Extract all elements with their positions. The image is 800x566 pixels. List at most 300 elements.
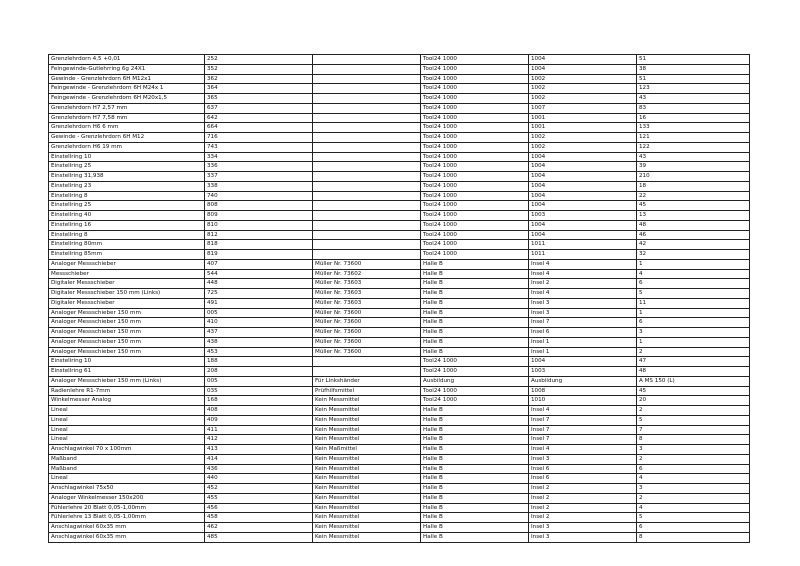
sublocation-cell: 1003: [529, 367, 637, 377]
table-row: [49, 484, 750, 494]
note-cell: Müller Nr. 73600: [313, 308, 421, 318]
note-cell: [313, 142, 421, 152]
sublocation-cell: Insel 7: [529, 318, 637, 328]
slot-cell: 18: [637, 181, 750, 191]
slot-cell: 8: [637, 435, 750, 445]
inventory-table-body: [49, 55, 750, 543]
slot-cell: 47: [637, 357, 750, 367]
slot-cell: 3: [637, 328, 750, 338]
item-name-cell: Grenzlehrdorn H7 7,58 mm: [49, 113, 205, 123]
sublocation-cell: Insel 2: [529, 493, 637, 503]
item-number-cell: 334: [205, 152, 313, 162]
sublocation-cell: 1004: [529, 230, 637, 240]
table-row: [49, 318, 750, 328]
note-cell: [313, 357, 421, 367]
sublocation-cell: 1004: [529, 172, 637, 182]
slot-cell: 8: [637, 532, 750, 542]
note-cell: [313, 152, 421, 162]
note-cell: Kein Messmittel: [313, 493, 421, 503]
location-cell: Halle B: [421, 289, 529, 299]
item-number-cell: 812: [205, 230, 313, 240]
item-number-cell: 005: [205, 308, 313, 318]
item-number-cell: 337: [205, 172, 313, 182]
item-name-cell: Einstellring 10: [49, 357, 205, 367]
item-number-cell: 436: [205, 464, 313, 474]
note-cell: [313, 55, 421, 65]
item-name-cell: Lineal: [49, 474, 205, 484]
table-row: [49, 162, 750, 172]
sublocation-cell: 1002: [529, 84, 637, 94]
sublocation-cell: 1010: [529, 396, 637, 406]
slot-cell: 48: [637, 367, 750, 377]
item-number-cell: 716: [205, 133, 313, 143]
note-cell: Für Linkshänder: [313, 376, 421, 386]
table-row: [49, 181, 750, 191]
item-name-cell: Lineal: [49, 406, 205, 416]
item-name-cell: Digitaler Messschieber: [49, 279, 205, 289]
sublocation-cell: 1011: [529, 250, 637, 260]
sublocation-cell: 1004: [529, 191, 637, 201]
note-cell: [313, 113, 421, 123]
slot-cell: 42: [637, 240, 750, 250]
note-cell: Kein Messmittel: [313, 425, 421, 435]
note-cell: Kein Messmittel: [313, 406, 421, 416]
item-name-cell: Fühlerlehre 13 Blatt 0,05-1,00mm: [49, 513, 205, 523]
table-row: [49, 532, 750, 542]
item-number-cell: 455: [205, 493, 313, 503]
note-cell: Kein Messmittel: [313, 484, 421, 494]
table-row: [49, 172, 750, 182]
table-row: [49, 191, 750, 201]
table-row: [49, 64, 750, 74]
slot-cell: 51: [637, 55, 750, 65]
item-name-cell: Anschlagwinkel 70 x 100mm: [49, 445, 205, 455]
note-cell: Müller Nr. 73600: [313, 318, 421, 328]
table-row: [49, 289, 750, 299]
sublocation-cell: 1003: [529, 211, 637, 221]
note-cell: [313, 250, 421, 260]
table-row: [49, 523, 750, 533]
item-number-cell: 338: [205, 181, 313, 191]
location-cell: Tool24 1000: [421, 396, 529, 406]
sublocation-cell: Insel 2: [529, 503, 637, 513]
table-row: [49, 337, 750, 347]
item-number-cell: 336: [205, 162, 313, 172]
item-name-cell: Analoger Winkelmesser 150x200: [49, 493, 205, 503]
sublocation-cell: Insel 4: [529, 445, 637, 455]
table-row: [49, 201, 750, 211]
slot-cell: 6: [637, 464, 750, 474]
item-number-cell: 808: [205, 201, 313, 211]
item-name-cell: Grenzlehrdorn H6 19 mm: [49, 142, 205, 152]
item-name-cell: Anschlagwinkel 75x50: [49, 484, 205, 494]
slot-cell: 83: [637, 103, 750, 113]
location-cell: Halle B: [421, 328, 529, 338]
sublocation-cell: Insel 7: [529, 415, 637, 425]
slot-cell: A MS 150 (L): [637, 376, 750, 386]
item-number-cell: 818: [205, 240, 313, 250]
note-cell: [313, 172, 421, 182]
item-name-cell: Feingewinde - Grenzlehrdorn 6H M24x 1: [49, 84, 205, 94]
item-number-cell: 456: [205, 503, 313, 513]
sublocation-cell: Insel 4: [529, 406, 637, 416]
sublocation-cell: Insel 1: [529, 347, 637, 357]
slot-cell: 2: [637, 454, 750, 464]
item-name-cell: Analoger Messschieber: [49, 259, 205, 269]
note-cell: [313, 74, 421, 84]
note-cell: Kein Messmittel: [313, 523, 421, 533]
sublocation-cell: 1004: [529, 357, 637, 367]
slot-cell: 13: [637, 211, 750, 221]
location-cell: Tool24 1000: [421, 240, 529, 250]
item-number-cell: 440: [205, 474, 313, 484]
item-name-cell: Lineal: [49, 435, 205, 445]
location-cell: Tool24 1000: [421, 103, 529, 113]
slot-cell: 39: [637, 162, 750, 172]
sublocation-cell: 1002: [529, 133, 637, 143]
item-name-cell: Feingewinde - Grenzlehrdorn 6H M20x1,5: [49, 94, 205, 104]
location-cell: Tool24 1000: [421, 123, 529, 133]
location-cell: Tool24 1000: [421, 367, 529, 377]
item-name-cell: Grenzlehrdorn H6 6 mm: [49, 123, 205, 133]
item-name-cell: Analoger Messschieber 150 mm: [49, 337, 205, 347]
item-number-cell: 485: [205, 532, 313, 542]
sublocation-cell: 1008: [529, 386, 637, 396]
item-number-cell: 413: [205, 445, 313, 455]
note-cell: Kein Messmittel: [313, 435, 421, 445]
table-row: [49, 328, 750, 338]
item-name-cell: Lineal: [49, 425, 205, 435]
note-cell: [313, 64, 421, 74]
item-number-cell: 208: [205, 367, 313, 377]
item-number-cell: 491: [205, 298, 313, 308]
location-cell: Tool24 1000: [421, 84, 529, 94]
sublocation-cell: Insel 3: [529, 298, 637, 308]
item-number-cell: 642: [205, 113, 313, 123]
sublocation-cell: Insel 6: [529, 464, 637, 474]
item-number-cell: 453: [205, 347, 313, 357]
location-cell: Halle B: [421, 484, 529, 494]
slot-cell: 11: [637, 298, 750, 308]
item-name-cell: Analoger Messschieber 150 mm: [49, 328, 205, 338]
slot-cell: 38: [637, 64, 750, 74]
item-name-cell: Einstellring 80mm: [49, 240, 205, 250]
sublocation-cell: Insel 3: [529, 523, 637, 533]
sublocation-cell: 1002: [529, 74, 637, 84]
item-number-cell: 740: [205, 191, 313, 201]
location-cell: Halle B: [421, 415, 529, 425]
slot-cell: 5: [637, 513, 750, 523]
note-cell: Kein Maßmittel: [313, 445, 421, 455]
sublocation-cell: 1004: [529, 152, 637, 162]
table-row: [49, 513, 750, 523]
table-row: [49, 220, 750, 230]
item-name-cell: Einstellring 16: [49, 220, 205, 230]
item-number-cell: 352: [205, 64, 313, 74]
location-cell: Halle B: [421, 318, 529, 328]
table-row: [49, 279, 750, 289]
item-number-cell: 035: [205, 386, 313, 396]
table-row: [49, 123, 750, 133]
table-row: [49, 357, 750, 367]
slot-cell: 1: [637, 337, 750, 347]
sublocation-cell: 1001: [529, 123, 637, 133]
location-cell: Halle B: [421, 503, 529, 513]
item-name-cell: Einstellring 23: [49, 181, 205, 191]
note-cell: Kein Messmittel: [313, 415, 421, 425]
sublocation-cell: 1007: [529, 103, 637, 113]
slot-cell: 210: [637, 172, 750, 182]
slot-cell: 122: [637, 142, 750, 152]
note-cell: [313, 133, 421, 143]
slot-cell: 133: [637, 123, 750, 133]
location-cell: Ausbildung: [421, 376, 529, 386]
slot-cell: 123: [637, 84, 750, 94]
item-number-cell: 462: [205, 523, 313, 533]
location-cell: Tool24 1000: [421, 250, 529, 260]
item-name-cell: Feingewinde-Gutlehrring 6g 24X1: [49, 64, 205, 74]
table-row: [49, 250, 750, 260]
note-cell: [313, 367, 421, 377]
item-number-cell: 452: [205, 484, 313, 494]
slot-cell: 45: [637, 386, 750, 396]
note-cell: [313, 94, 421, 104]
note-cell: Kein Messmittel: [313, 396, 421, 406]
location-cell: Halle B: [421, 347, 529, 357]
location-cell: Halle B: [421, 445, 529, 455]
note-cell: Kein Messmittel: [313, 532, 421, 542]
table-row: [49, 269, 750, 279]
table-row: [49, 142, 750, 152]
note-cell: Kein Messmittel: [313, 464, 421, 474]
location-cell: Halle B: [421, 532, 529, 542]
location-cell: Halle B: [421, 406, 529, 416]
sublocation-cell: 1004: [529, 181, 637, 191]
slot-cell: 45: [637, 201, 750, 211]
location-cell: Halle B: [421, 308, 529, 318]
note-cell: Müller Nr. 73600: [313, 347, 421, 357]
table-row: [49, 474, 750, 484]
location-cell: Halle B: [421, 435, 529, 445]
table-row: [49, 94, 750, 104]
item-number-cell: 168: [205, 396, 313, 406]
location-cell: Halle B: [421, 337, 529, 347]
table-row: [49, 347, 750, 357]
note-cell: [313, 220, 421, 230]
item-number-cell: 743: [205, 142, 313, 152]
item-number-cell: 188: [205, 357, 313, 367]
slot-cell: 3: [637, 445, 750, 455]
slot-cell: 1: [637, 308, 750, 318]
note-cell: [313, 103, 421, 113]
item-number-cell: 005: [205, 376, 313, 386]
sublocation-cell: 1004: [529, 162, 637, 172]
sublocation-cell: Insel 2: [529, 279, 637, 289]
location-cell: Tool24 1000: [421, 162, 529, 172]
item-number-cell: 407: [205, 259, 313, 269]
item-number-cell: 819: [205, 250, 313, 260]
item-name-cell: Analoger Messschieber 150 mm: [49, 318, 205, 328]
slot-cell: 3: [637, 484, 750, 494]
sublocation-cell: Insel 3: [529, 532, 637, 542]
sublocation-cell: 1002: [529, 94, 637, 104]
item-number-cell: 438: [205, 337, 313, 347]
location-cell: Halle B: [421, 425, 529, 435]
item-number-cell: 637: [205, 103, 313, 113]
sublocation-cell: 1002: [529, 142, 637, 152]
note-cell: Müller Nr. 73600: [313, 337, 421, 347]
item-name-cell: Einstellring 31,938: [49, 172, 205, 182]
item-number-cell: 409: [205, 415, 313, 425]
item-number-cell: 544: [205, 269, 313, 279]
item-name-cell: Analoger Messschieber 150 mm: [49, 308, 205, 318]
sublocation-cell: 1004: [529, 64, 637, 74]
note-cell: [313, 162, 421, 172]
table-row: [49, 415, 750, 425]
location-cell: Tool24 1000: [421, 386, 529, 396]
location-cell: Tool24 1000: [421, 357, 529, 367]
slot-cell: 7: [637, 425, 750, 435]
item-name-cell: Einstellring 8: [49, 230, 205, 240]
sublocation-cell: Insel 3: [529, 454, 637, 464]
location-cell: Halle B: [421, 279, 529, 289]
note-cell: [313, 230, 421, 240]
table-row: [49, 259, 750, 269]
location-cell: Halle B: [421, 493, 529, 503]
sublocation-cell: Ausbildung: [529, 376, 637, 386]
item-name-cell: Anschlagwinkel 60x35 mm: [49, 532, 205, 542]
slot-cell: 6: [637, 279, 750, 289]
sublocation-cell: Insel 7: [529, 435, 637, 445]
sublocation-cell: 1001: [529, 113, 637, 123]
table-row: [49, 396, 750, 406]
location-cell: Halle B: [421, 523, 529, 533]
slot-cell: 20: [637, 396, 750, 406]
note-cell: Kein Messmittel: [313, 503, 421, 513]
item-name-cell: Einstellring 25: [49, 162, 205, 172]
location-cell: Tool24 1000: [421, 201, 529, 211]
slot-cell: 32: [637, 250, 750, 260]
sublocation-cell: 1011: [529, 240, 637, 250]
location-cell: Halle B: [421, 269, 529, 279]
item-name-cell: Einstellring 25: [49, 201, 205, 211]
item-number-cell: 252: [205, 55, 313, 65]
table-row: [49, 211, 750, 221]
slot-cell: 2: [637, 347, 750, 357]
item-name-cell: Einstellring 61: [49, 367, 205, 377]
note-cell: Kein Messmittel: [313, 474, 421, 484]
item-number-cell: 810: [205, 220, 313, 230]
item-number-cell: 362: [205, 74, 313, 84]
item-number-cell: 725: [205, 289, 313, 299]
sublocation-cell: Insel 1: [529, 337, 637, 347]
location-cell: Tool24 1000: [421, 230, 529, 240]
sublocation-cell: 1004: [529, 220, 637, 230]
table-row: [49, 152, 750, 162]
slot-cell: 6: [637, 318, 750, 328]
item-name-cell: Grenzlehrdorn H7 2,57 mm: [49, 103, 205, 113]
item-name-cell: Grenzlehrdorn 4,5 +0,01: [49, 55, 205, 65]
slot-cell: 22: [637, 191, 750, 201]
item-name-cell: Einstellring 85mm: [49, 250, 205, 260]
sublocation-cell: 1004: [529, 201, 637, 211]
note-cell: Müller Nr. 73603: [313, 289, 421, 299]
location-cell: Halle B: [421, 474, 529, 484]
location-cell: Tool24 1000: [421, 64, 529, 74]
item-number-cell: 664: [205, 123, 313, 133]
sublocation-cell: Insel 6: [529, 474, 637, 484]
item-name-cell: Maßband: [49, 454, 205, 464]
item-name-cell: Fühlerlehre 20 Blatt 0,05-1,00mm: [49, 503, 205, 513]
item-number-cell: 437: [205, 328, 313, 338]
slot-cell: 46: [637, 230, 750, 240]
table-row: [49, 435, 750, 445]
sublocation-cell: Insel 4: [529, 259, 637, 269]
item-name-cell: Radienlehre R1-7mm: [49, 386, 205, 396]
sublocation-cell: Insel 2: [529, 513, 637, 523]
slot-cell: 1: [637, 259, 750, 269]
note-cell: Kein Messmittel: [313, 454, 421, 464]
note-cell: [313, 240, 421, 250]
slot-cell: 48: [637, 220, 750, 230]
item-number-cell: 809: [205, 211, 313, 221]
table-row: [49, 406, 750, 416]
slot-cell: 5: [637, 415, 750, 425]
location-cell: Tool24 1000: [421, 172, 529, 182]
item-number-cell: 458: [205, 513, 313, 523]
item-number-cell: 364: [205, 84, 313, 94]
slot-cell: 16: [637, 113, 750, 123]
table-row: [49, 55, 750, 65]
note-cell: Prüfhilfsmittel: [313, 386, 421, 396]
sublocation-cell: Insel 3: [529, 308, 637, 318]
note-cell: [313, 181, 421, 191]
location-cell: Tool24 1000: [421, 181, 529, 191]
note-cell: [313, 191, 421, 201]
note-cell: Müller Nr. 73600: [313, 259, 421, 269]
item-name-cell: Gewinde - Grenzlehrdorn 6H M12: [49, 133, 205, 143]
location-cell: Tool24 1000: [421, 152, 529, 162]
slot-cell: 43: [637, 152, 750, 162]
table-row: [49, 376, 750, 386]
location-cell: Halle B: [421, 464, 529, 474]
slot-cell: 121: [637, 133, 750, 143]
sublocation-cell: Insel 4: [529, 269, 637, 279]
location-cell: Tool24 1000: [421, 191, 529, 201]
slot-cell: 4: [637, 269, 750, 279]
note-cell: Müller Nr. 73600: [313, 328, 421, 338]
item-number-cell: 410: [205, 318, 313, 328]
slot-cell: 4: [637, 503, 750, 513]
item-name-cell: Einstellring 40: [49, 211, 205, 221]
note-cell: [313, 211, 421, 221]
item-name-cell: Digitaler Messschieber 150 mm (Links): [49, 289, 205, 299]
sublocation-cell: Insel 6: [529, 328, 637, 338]
table-row: [49, 445, 750, 455]
slot-cell: 6: [637, 523, 750, 533]
item-name-cell: Winkelmesser Analog: [49, 396, 205, 406]
table-row: [49, 230, 750, 240]
table-row: [49, 464, 750, 474]
table-row: [49, 367, 750, 377]
slot-cell: 43: [637, 94, 750, 104]
note-cell: Müller Nr. 73603: [313, 298, 421, 308]
item-name-cell: Lineal: [49, 415, 205, 425]
item-number-cell: 411: [205, 425, 313, 435]
slot-cell: 2: [637, 406, 750, 416]
note-cell: [313, 84, 421, 94]
location-cell: Tool24 1000: [421, 142, 529, 152]
